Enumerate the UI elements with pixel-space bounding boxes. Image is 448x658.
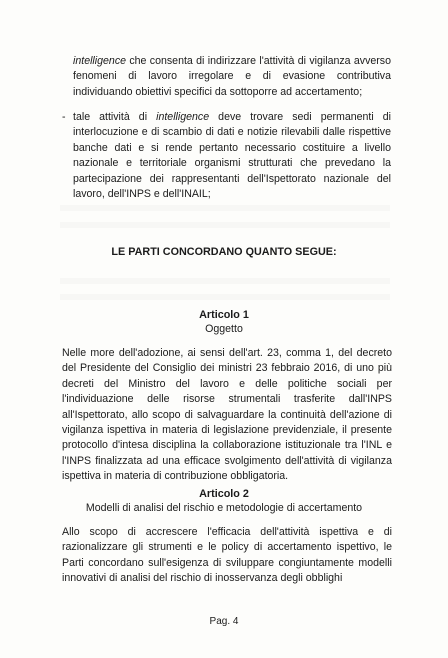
bullet-text-b: deve trovare sedi permanenti di interlocuzione e di scambio di dati e notizie rilevabili dalle rispettive banche dati e si rende pertanto necessario costituire a livello nazionale e territoriale organismi strutturati che prevedano la partecipazione dei rappresentanti dell'Ispettorato nazionale del lavoro, dell'INPS e dell'INAIL; bbox=[73, 111, 392, 201]
scan-shadow bbox=[60, 294, 390, 300]
intro-text: che consenta di indirizzare l'attività di vigilanza avverso fenomeni di lavoro irregolare e di evasione contributiva individuando obiettivi specifici da sottoporre ad accertamento; bbox=[73, 55, 391, 98]
article-1-body: Nelle more dell'adozione, ai sensi dell'art. 23, comma 1, del decreto del Presidente del Consiglio dei ministri 23 febbraio 2016, di uno più decreti del Ministro del lavoro e delle politiche sociali per l'individuazione delle risorse strumentali trasferite dall'INPS all'Ispettorato, allo scopo di salvaguardare la continuità dell'azione di vigilanza ispettiva in materia di legislazione previdenziale, il presente protocollo d'intesa disciplina la collaborazione istituzionale tra l'INL e l'INPS finalizzata ad una efficace svolgimento dell'attività di vigilanza ispettiva in materia di contribuzione obbligatoria. bbox=[62, 347, 392, 483]
bullet-marker: - bbox=[62, 111, 66, 123]
agreement-heading: LE PARTI CONCORDANO QUANTO SEGUE: bbox=[111, 246, 337, 258]
scan-shadow bbox=[60, 205, 390, 211]
bullet-text-a: tale attività di bbox=[73, 111, 157, 123]
page-number: Pag. 4 bbox=[209, 616, 239, 627]
article-2-title: Articolo 2 bbox=[199, 488, 249, 500]
scan-shadow bbox=[60, 278, 390, 284]
bullet-text bbox=[73, 110, 391, 202]
article-1-subtitle: Oggetto bbox=[205, 323, 243, 335]
scan-shadow bbox=[60, 222, 390, 228]
intro-paragraph bbox=[73, 54, 391, 100]
intelligence-term: intelligence bbox=[156, 111, 210, 123]
article-2-subtitle: Modelli di analisi del rischio e metodologie di accertamento bbox=[85, 502, 363, 514]
article-1-title: Articolo 1 bbox=[199, 309, 249, 321]
intelligence-term: intelligence bbox=[73, 55, 127, 67]
article-2-body: Allo scopo di accrescere l'efficacia dell'attività ispettiva e di razionalizzare gli strumenti e le policy di accertamento ispettivo, le Parti concordano sull'esigenza di sviluppare congiuntamente modelli innovativi di analisi del rischio di inosservanza degli obblighi bbox=[62, 526, 392, 585]
